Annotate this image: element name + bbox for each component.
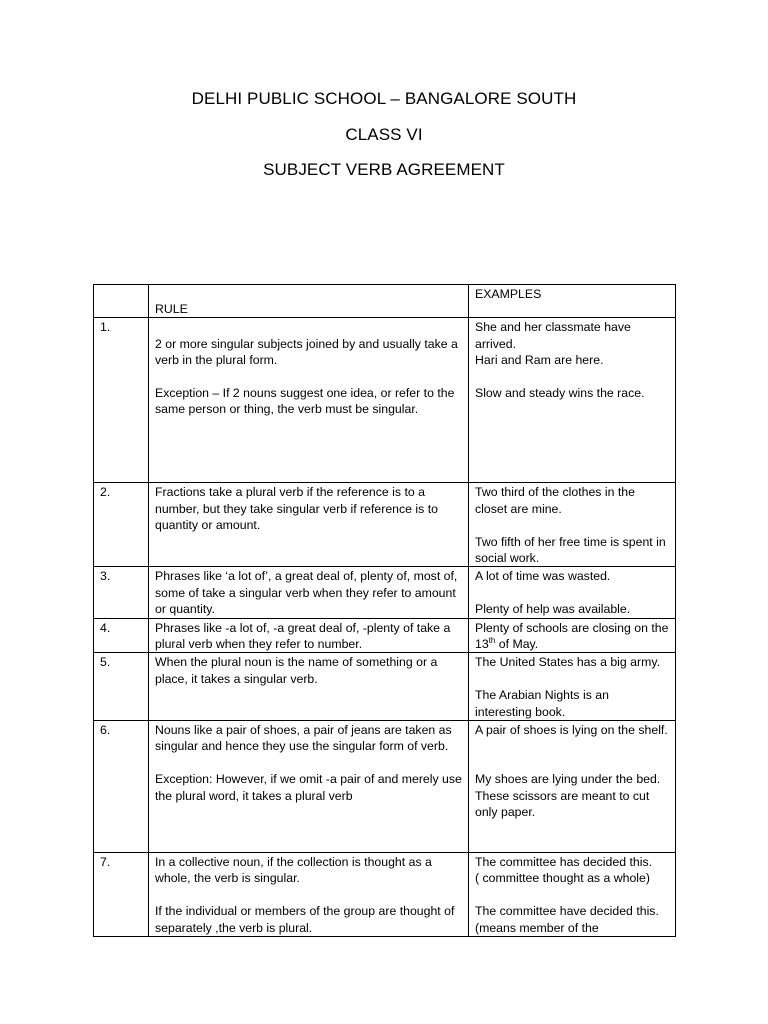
examples-cell xyxy=(469,653,676,721)
example-text: The committee has decided this. xyxy=(475,855,653,870)
exception-text: Exception – If 2 nouns suggest one idea, or refer to the same person or thing, the verb must be singular. xyxy=(155,386,455,417)
rules-table xyxy=(93,284,676,937)
rule-text: In a collective noun, if the collection is thought as a whole, the verb is singular. xyxy=(155,855,432,886)
rule-text: Phrases like ‘a lot of’, a great deal of, plenty of, most of, some of take a singular verb when they refer to amount or quantity. xyxy=(155,569,458,617)
row-number: 4. xyxy=(94,618,149,653)
class-title: CLASS VI xyxy=(345,125,423,144)
rule-cell xyxy=(149,653,469,721)
table-row xyxy=(94,567,676,618)
example-text: Two fifth of her free time is spent in social work. xyxy=(475,534,666,566)
row-number: 2. xyxy=(94,483,149,567)
example-text: The committee have decided this. (means member of the xyxy=(475,904,659,935)
header-rule-cell: RULE xyxy=(149,285,469,318)
rule-text: When the plural noun is the name of something or a place, it takes a singular verb. xyxy=(155,655,438,686)
examples-cell xyxy=(469,721,676,853)
examples-cell xyxy=(469,318,676,483)
school-name: DELHI PUBLIC SCHOOL – BANGALORE SOUTH xyxy=(191,89,577,108)
rule-text: 2 or more singular subjects joined by and usually take a verb in the plural form. xyxy=(155,336,458,368)
examples-cell xyxy=(469,853,676,937)
examples-cell xyxy=(469,618,676,653)
example-text: Plenty of help was available. xyxy=(475,602,631,617)
ordinal-superscript: th xyxy=(488,635,496,645)
header-num-cell xyxy=(94,285,149,318)
rule-cell xyxy=(149,618,469,653)
example-text: Plenty of schools are closing on the 13 xyxy=(475,620,669,652)
table-row xyxy=(94,618,676,653)
rule-cell xyxy=(149,483,469,567)
example-text: ( committee thought as a whole) xyxy=(475,871,650,886)
example-text: These scissors are meant to cut only paper. xyxy=(475,788,650,820)
examples-cell xyxy=(469,483,676,567)
table-row xyxy=(94,853,676,937)
row-number: 3. xyxy=(94,567,149,618)
row-number: 1. xyxy=(94,318,149,483)
rule-text: Fractions take a plural verb if the reference is to a number, but they take singular verb if reference is to quantity or amount. xyxy=(155,485,438,533)
rule-text: If the individual or members of the group are thought of separately ,the verb is plural. xyxy=(155,904,455,935)
example-text: of May. xyxy=(495,637,539,652)
table-row xyxy=(94,483,676,567)
row-number: 6. xyxy=(94,721,149,853)
header-examples-cell: EXAMPLES xyxy=(469,285,676,318)
rule-cell xyxy=(149,853,469,937)
rule-text: Phrases like -a lot of, -a great deal of, -plenty of take a plural verb when they refer to number. xyxy=(155,620,451,652)
example-text: A lot of time was wasted. xyxy=(475,569,611,584)
row-number: 5. xyxy=(94,653,149,721)
example-text: She and her classmate have arrived. xyxy=(475,320,631,351)
example-text: Hari and Ram are here. xyxy=(475,353,604,368)
example-text: Slow and steady wins the race. xyxy=(475,386,645,401)
table-row xyxy=(94,318,676,483)
example-text: The Arabian Nights is an interesting book. xyxy=(475,688,609,719)
exception-text: Exception: However, if we omit -a pair of and merely use the plural word, it takes a plural verb xyxy=(155,772,462,803)
table-header-row xyxy=(94,285,676,318)
example-text: A pair of shoes is lying on the shelf. xyxy=(475,723,668,738)
rule-cell xyxy=(149,318,469,483)
row-number: 7. xyxy=(94,853,149,937)
rule-text: Nouns like a pair of shoes, a pair of jeans are taken as singular and hence they use the singular form of verb. xyxy=(155,723,452,754)
table-row xyxy=(94,653,676,721)
table-row xyxy=(94,721,676,853)
example-text: Two third of the clothes in the closet are mine. xyxy=(475,485,635,516)
rule-cell xyxy=(149,567,469,618)
subject-title: SUBJECT VERB AGREEMENT xyxy=(263,160,505,179)
example-text: My shoes are lying under the bed. xyxy=(475,772,661,787)
examples-cell xyxy=(469,567,676,618)
example-text: The United States has a big army. xyxy=(475,655,660,670)
rule-cell xyxy=(149,721,469,853)
